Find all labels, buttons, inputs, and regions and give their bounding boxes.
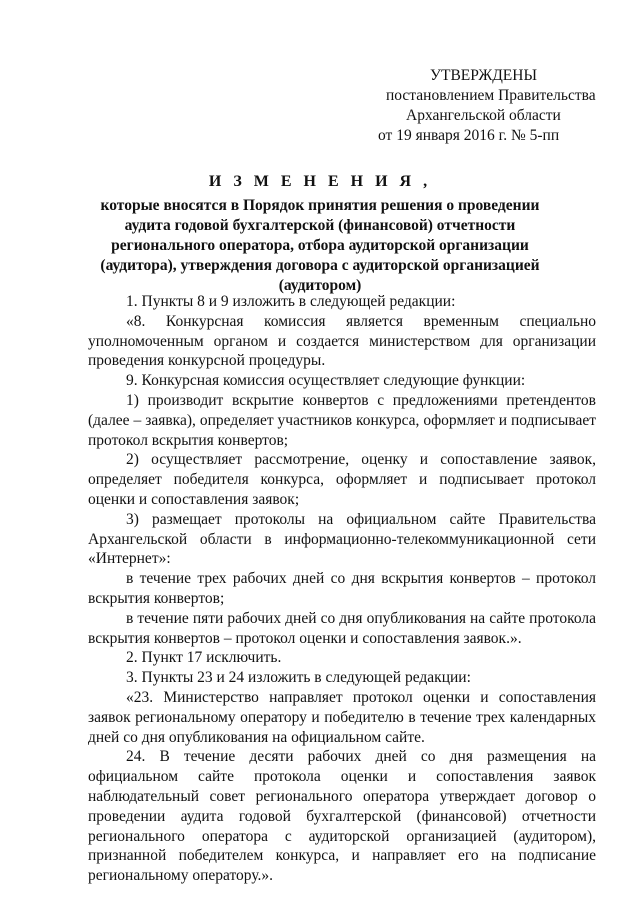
paragraph: 1. Пункты 8 и 9 изложить в следующей редакции: <box>126 293 456 310</box>
approval-line: Архангельской области <box>406 107 561 124</box>
paragraph: 24. В течение десяти рабочих дней со дня размещения на официальном сайте протокола оценки и сопоставления заявок наблюдательный совет регионального оператора утверждает договор о проведении аудита годовой бухгалтерской (финансовой) отчетности регионального оператора с аудиторской организацией (аудитором), признанной победителем конкурса, и направляет его на подписание региональному оператору.». <box>88 748 596 885</box>
title-heading: И З М Е Н Е Н И Я , <box>208 173 432 190</box>
title-subtitle: которые вносятся в Порядок принятия решения о проведении аудита годовой бухгалтерской (финансовой) отчетности регионального оператора, отбора аудиторской организации (аудитора), утверждения договора с аудиторской организацией (аудитором) <box>100 197 540 294</box>
paragraph: в течение трех рабочих дней со дня вскрытия конвертов – протокол вскрытия конвертов; <box>88 570 596 607</box>
paragraph: 3) размещает протоколы на официальном сайте Правительства Архангельской области в информационно-телекоммуникационной сети «Интернет»: <box>88 510 596 568</box>
paragraph: 2) осуществляет рассмотрение, оценку и сопоставление заявок, определяет победителя конкурса, оформляет и подписывает протокол оценки и сопоставления заявок; <box>88 451 596 508</box>
document-body <box>88 292 596 886</box>
approval-line: УТВЕРЖДЕНЫ <box>430 67 537 84</box>
paragraph: 2. Пункт 17 исключить. <box>126 649 282 667</box>
approval-line: от 19 января 2016 г. № 5-пп <box>378 127 560 144</box>
paragraph: 3. Пункты 23 и 24 изложить в следующей редакции: <box>126 669 471 687</box>
approval-line: постановлением Правительства <box>386 87 596 104</box>
document-title <box>80 172 560 296</box>
paragraph: «23. Министерство направляет протокол оценки и сопоставления заявок региональному оператору и победителю в течение трех календарных дней со дня опубликования на официальном сайте. <box>88 688 596 746</box>
paragraph: «8. Конкурсная комиссия является временным специально уполномоченным органом и создается министерством для организации проведения конкурсной процедуры. <box>88 312 596 370</box>
paragraph: в течение пяти рабочих дней со дня опубликования на сайте протокола вскрытия конвертов – протокол оценки и сопоставления заявок.». <box>88 609 596 647</box>
approval-stamp <box>378 66 598 146</box>
paragraph: 1) производит вскрытие конвертов с предложениями претендентов (далее – заявка), определяет участников конкурса, оформляет и подписывает протокол вскрытия конвертов; <box>88 391 596 449</box>
paragraph: 9. Конкурсная комиссия осуществляет следующие функции: <box>126 372 526 390</box>
